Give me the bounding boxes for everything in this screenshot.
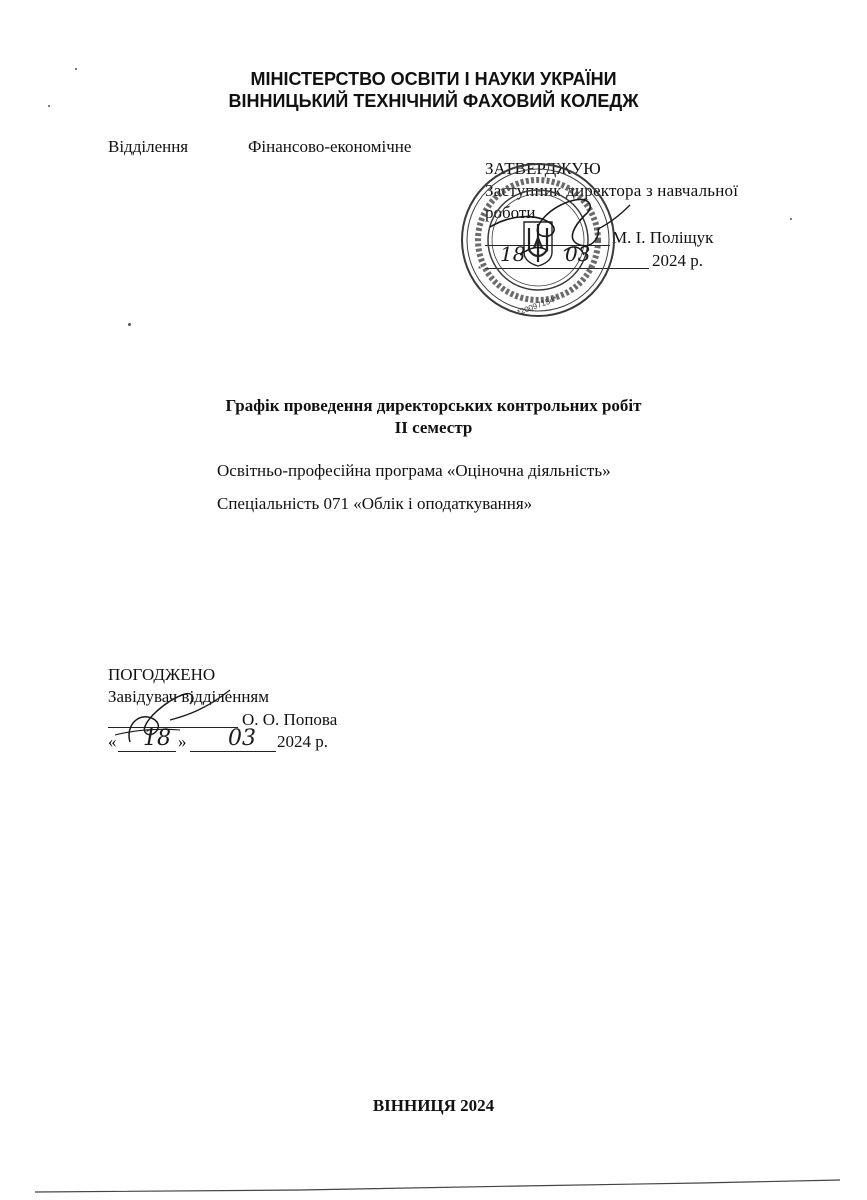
scan-speck <box>790 218 792 220</box>
scan-speck <box>128 323 131 326</box>
agreed-day: 18 <box>143 726 171 751</box>
college-heading: ВІННИЦЬКИЙ ТЕХНІЧНИЙ ФАХОВИЙ КОЛЕДЖ <box>228 91 639 111</box>
approval-handwritten-month: 03 <box>565 242 591 266</box>
document-subtitle: ІІ семестр <box>394 418 473 437</box>
department-value: Фінансово-економічне <box>248 137 412 156</box>
approval-signatory: М. І. Поліщук <box>612 228 714 247</box>
document-title: Графік проведення директорських контрольних робіт <box>225 396 642 415</box>
agreed-position: Завідувач відділенням <box>108 687 270 706</box>
ministry-heading: МІНІСТЕРСТВО ОСВІТИ І НАУКИ УКРАЇНИ <box>250 69 617 89</box>
approval-heading: ЗАТВЕРДЖУЮ <box>485 159 601 178</box>
agreed-year: 2024 р. <box>277 732 328 751</box>
agreed-close-quote: » <box>178 732 187 751</box>
approval-position-line1: Заступник директора з навчальної <box>485 181 739 200</box>
agreed-signatory: О. О. Попова <box>242 710 338 729</box>
agreed-month: 03 <box>228 726 256 751</box>
approval-handwritten-day: 18 <box>500 242 526 266</box>
approval-year: 2024 р. <box>652 251 703 270</box>
svg-text:*: * <box>588 265 592 274</box>
agreed-signature <box>110 680 260 760</box>
svg-text:*20097154*: *20097154* <box>515 294 559 318</box>
agreed-heading: ПОГОДЖЕНО <box>108 665 216 684</box>
department-label: Відділення <box>108 137 189 156</box>
educational-program: Освітньо-професійна програма «Оціночна діяльність» <box>217 461 611 480</box>
svg-text:*: * <box>478 265 482 274</box>
approval-position-line2: роботи <box>485 203 536 222</box>
agreed-open-quote: « <box>108 732 117 751</box>
specialty: Спеціальність 071 «Облік і оподаткування» <box>217 494 533 513</box>
scan-edge-line <box>0 1170 867 1200</box>
footer-city-year: ВІННИЦЯ 2024 <box>372 1096 495 1115</box>
